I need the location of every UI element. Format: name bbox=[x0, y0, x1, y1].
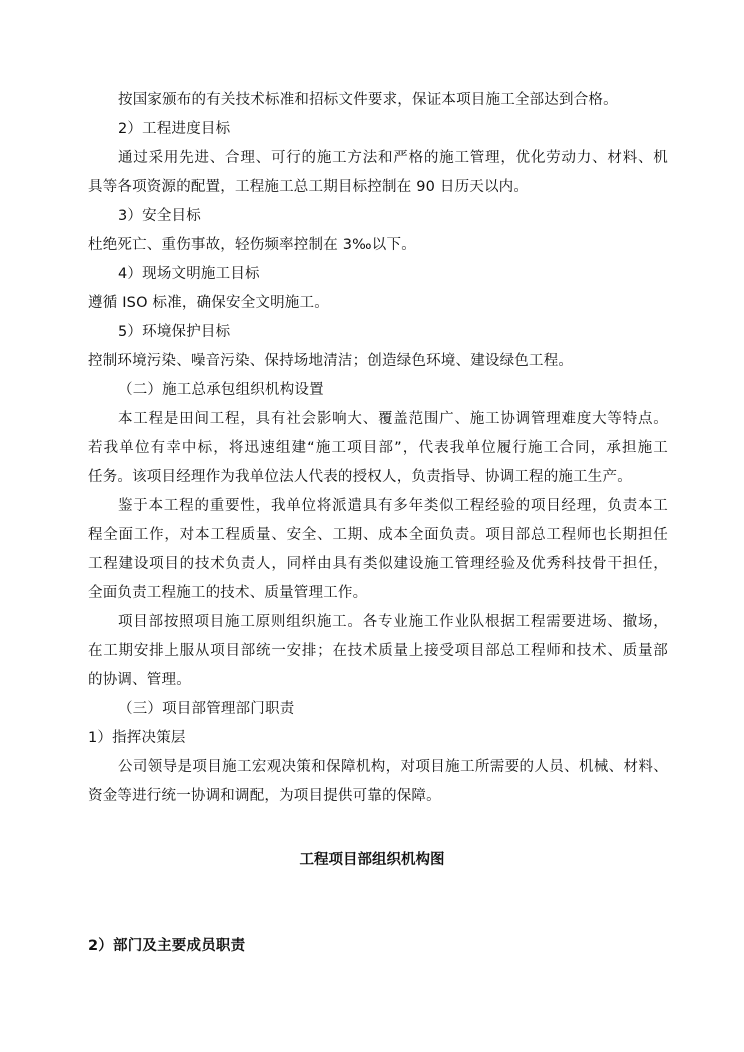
paragraph-progress-line-2: 具等各项资源的配置，工程施工总工期目标控制在 90 日历天以内。 bbox=[88, 179, 529, 195]
paragraph-command-line-2: 资金等进行统一协调和调配，为项目提供可靠的保障。 bbox=[88, 788, 441, 804]
paragraph-manager-line-3: 工程建设项目的技术负责人，同样由具有类似建设施工管理经验及优秀科技骨干担任， bbox=[88, 556, 668, 572]
heading-progress-goal: 2）工程进度目标 bbox=[118, 121, 231, 137]
paragraph-environment-line: 控制环境污染、噪音污染、保持场地清洁；创造绿色环境、建设绿色工程。 bbox=[88, 353, 574, 369]
heading-department-duties: （三）项目部管理部门职责 bbox=[118, 701, 295, 717]
paragraph-org-line-1: 本工程是田间工程，具有社会影响大、覆盖范围广、施工协调管理难度大等特点。 bbox=[118, 411, 668, 427]
paragraph-organize-line-2: 在工期安排上服从项目部统一安排；在技术质量上接受项目部总工程师和技术、质量部 bbox=[88, 643, 668, 659]
heading-safety-goal: 3）安全目标 bbox=[118, 208, 201, 224]
paragraph-org-line-3: 任务。该项目经理作为我单位法人代表的授权人，负责指导、协调工程的施工生产。 bbox=[88, 469, 632, 485]
paragraph-command-line-1: 公司领导是项目施工宏观决策和保障机构，对项目施工所需要的人员、机械、材料、 bbox=[118, 759, 668, 775]
paragraph-organize-line-3: 的协调、管理。 bbox=[88, 672, 191, 688]
heading-members-duties: 2）部门及主要成员职责 bbox=[88, 938, 246, 954]
paragraph-civilized-line: 遵循 ISO 标准，确保安全文明施工。 bbox=[88, 295, 329, 311]
heading-environment-goal: 5）环境保护目标 bbox=[118, 324, 231, 340]
paragraph-organize-line-1: 项目部按照项目施工原则组织施工。各专业施工作业队根据工程需要进场、撤场， bbox=[118, 614, 668, 630]
heading-command-layer: 1）指挥决策层 bbox=[88, 730, 186, 746]
paragraph-progress-line-1: 通过采用先进、合理、可行的施工方法和严格的施工管理，优化劳动力、材料、机 bbox=[118, 150, 668, 166]
paragraph-manager-line-4: 全面负责工程施工的技术、质量管理工作。 bbox=[88, 585, 368, 601]
figure-title: 工程项目部组织机构图 bbox=[299, 852, 445, 868]
paragraph-manager-line-2: 程全面工作，对本工程质量、安全、工期、成本全面负责。项目部总工程师也长期担任 bbox=[88, 527, 668, 543]
heading-organization-setup: （二）施工总承包组织机构设置 bbox=[118, 382, 324, 398]
paragraph-manager-line-1: 鉴于本工程的重要性，我单位将派遣具有多年类似工程经验的项目经理，负责本工 bbox=[118, 498, 668, 514]
heading-civilized-construction-goal: 4）现场文明施工目标 bbox=[118, 266, 260, 282]
paragraph-org-line-2: 若我单位有幸中标，将迅速组建“施工项目部”，代表我单位履行施工合同，承担施工 bbox=[88, 440, 668, 456]
paragraph-quality-line: 按国家颁布的有关技术标准和招标文件要求，保证本项目施工全部达到合格。 bbox=[118, 92, 618, 108]
paragraph-safety-line: 杜绝死亡、重伤事故，轻伤频率控制在 3‰以下。 bbox=[88, 237, 416, 253]
